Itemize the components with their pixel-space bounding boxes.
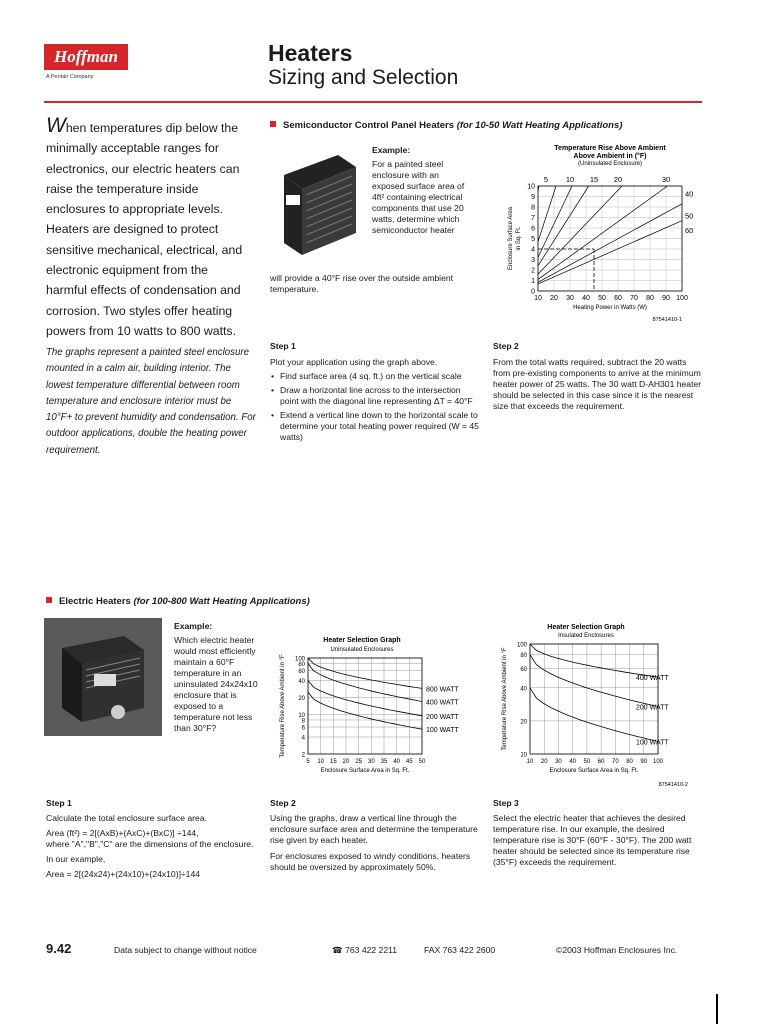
figure-id: 87541410-2 <box>658 782 688 788</box>
series-line <box>538 221 682 284</box>
series-label: 200 WATT <box>636 704 669 712</box>
y-tick-label: 20 <box>298 695 305 702</box>
x-tick-label: 10 <box>534 295 542 302</box>
series-label: 40 <box>685 189 694 199</box>
s2-step1-label: Step 1 <box>46 798 72 808</box>
x-tick-label: 35 <box>380 759 388 765</box>
x-tick-label: 60 <box>614 295 622 302</box>
x-tick-label: 100 <box>652 759 664 765</box>
y-tick-label: 4 <box>301 735 305 742</box>
x-tick-label: 90 <box>662 295 670 302</box>
chart1-title-line2: Above Ambient in (°F) <box>573 153 647 160</box>
series-label: 800 WATT <box>426 686 459 694</box>
chart-semiconductor <box>490 140 720 325</box>
y-tick-label: 10 <box>520 752 527 759</box>
example2-label: Example: <box>174 621 213 631</box>
example2-text: Which electric heater would most efficiently maintain a 60°F temperature in an uninsulated 24x24x10 enclosure that is exposed to a temperature not less than 30°F? <box>174 635 258 733</box>
y-axis-label-2: in Sq. Ft. <box>516 226 522 251</box>
series-label: 10 <box>565 175 575 184</box>
step1-label: Step 1 <box>270 341 296 351</box>
y-tick-label: 2 <box>531 267 535 275</box>
hoffman-logo: Hoffman <box>44 44 128 70</box>
text-line: where "A","B","C" are the dimensions of the enclosure. <box>46 839 254 849</box>
series-label: 100 WATT <box>426 727 459 735</box>
figure-id: 87541410-1 <box>652 317 682 323</box>
x-tick-label: 80 <box>626 759 633 765</box>
step1-bullets <box>270 371 480 443</box>
x-tick-label: 20 <box>342 759 350 765</box>
y-tick-label: 80 <box>298 661 305 668</box>
y-tick-label: 9 <box>531 194 535 201</box>
series-line <box>308 658 422 688</box>
text-line: Calculate the total enclosure surface area. <box>46 813 207 823</box>
series-label: 60 <box>685 226 694 236</box>
y-tick-label: 7 <box>531 215 535 222</box>
x-tick-label: 10 <box>317 759 325 765</box>
chart3-title: Heater Selection Graph <box>547 624 625 631</box>
x-tick-label: 15 <box>329 759 337 765</box>
y-tick-label: 40 <box>520 686 527 693</box>
x-tick-label: 5 <box>306 759 310 765</box>
drop-cap: W <box>46 114 66 137</box>
x-tick-label: 70 <box>611 759 619 765</box>
x-tick-label: 45 <box>405 759 413 765</box>
x-tick-label: 40 <box>569 759 577 765</box>
text-line: In our example, <box>46 854 106 864</box>
series-label: 200 WATT <box>426 713 459 721</box>
y-tick-label: 8 <box>531 204 535 212</box>
y-tick-label: 80 <box>520 653 527 660</box>
x-tick-label: 25 <box>355 759 363 765</box>
series-line <box>530 644 658 677</box>
header-divider <box>44 101 702 103</box>
step2-body: From the total watts required, subtract the 20 watts from pre-existing components to arrive at the minimum heater power of 25 watts. The 30 watt D-AH301 heater should be selected in this case since it is the nearest size that exceeds the requirement. <box>493 357 702 411</box>
y-tick-label: 2 <box>301 752 305 759</box>
series-line <box>538 186 589 266</box>
chart2-subtitle: Uninsulated Enclosures <box>330 647 394 653</box>
intro-paragraph: When temperatures dip below the minimally acceptable ranges for electronics, our electric heaters can raise the temperature inside enclosures to appropriate levels. Heaters are designed to protect sensitive mechanical, electrical, and electronic equipment from the harmful effects of condensation and corrosion. Two styles offer heating powers from 10 watts to 800 watts. <box>46 114 243 338</box>
x-tick-label: 30 <box>367 759 375 765</box>
y-tick-label: 6 <box>531 225 535 233</box>
series-line <box>538 186 667 279</box>
series-line <box>538 186 556 242</box>
step1-intro: Plot your application using the graph above. <box>270 357 438 367</box>
series-label: 50 <box>685 211 694 221</box>
page-title: Heaters <box>268 40 353 66</box>
s2-step3-body: Select the electric heater that achieves the desired temperature rise. In our example, the desired temperature rise is 30°F (60°F - 30°F). The 200 watt heater should be selected since its temperature rise (35°F) exceeds the requirement. <box>493 813 692 867</box>
footer-fax: FAX 763 422 2600 <box>424 945 496 955</box>
footer-phone: ☎ 763 422 2211 <box>332 945 398 955</box>
page-subtitle: Sizing and Selection <box>268 66 459 89</box>
x-tick-label: 70 <box>630 295 638 302</box>
y-tick-label: 5 <box>531 236 535 243</box>
plot-frame <box>308 658 422 754</box>
y-tick-label: 60 <box>520 666 527 673</box>
y-tick-label: 0 <box>531 288 535 296</box>
x-tick-label: 10 <box>526 759 534 765</box>
s2-step2-body <box>270 813 482 873</box>
x-tick-label: 50 <box>598 295 606 302</box>
y-axis-label: Enclosure Surface Area <box>508 206 514 271</box>
x-tick-label: 30 <box>566 295 574 302</box>
series-line <box>530 688 658 742</box>
y-tick-label: 3 <box>531 257 535 264</box>
x-tick-label: 40 <box>393 759 401 765</box>
text-line: For enclosures exposed to windy conditions, heaters should be oversized by approximately 50%. <box>270 851 471 872</box>
chart-uninsulated <box>272 632 488 780</box>
y-tick-label: 1 <box>531 278 535 285</box>
s2-step1-body <box>46 813 258 880</box>
intro-note: The graphs represent a painted steel enclosure mounted in a calm air, building interior. The lowest temperature differential between room temperature and enclosure interior must be 10°F+ to prevent humidity and condensation. For outdoor applications, double the heating power requirement. <box>46 347 256 456</box>
semiconductor-heater-photo <box>276 145 362 263</box>
x-tick-label: 20 <box>550 295 558 302</box>
list-item: • Find surface area (4 sq. ft.) on the vertical scale <box>280 371 480 382</box>
y-tick-label: 10 <box>298 713 305 720</box>
y-tick-label: 60 <box>298 669 305 676</box>
y-tick-label: 20 <box>520 719 527 726</box>
s2-step3-label: Step 3 <box>493 798 519 808</box>
footer-copyright: ©2003 Hoffman Enclosures Inc. <box>556 945 678 955</box>
step1-body <box>270 357 480 443</box>
x-tick-label: 50 <box>583 759 591 765</box>
x-tick-label: 20 <box>540 759 548 765</box>
example1-text: For a painted steel enclosure with an exposed surface area of 4ft² containing electrical components that use 20 watts, determine which semiconductor heater <box>372 159 465 235</box>
x-tick-label: 50 <box>418 759 426 765</box>
y-tick-label: 10 <box>527 183 535 191</box>
section2-heading: Electric Heaters (for 100-800 Watt Heating Applications) <box>46 596 310 607</box>
series-label: 5 <box>543 175 549 184</box>
chart3-subtitle: Insulated Enclosures <box>558 633 614 639</box>
red-square-icon <box>46 597 52 603</box>
series-line <box>308 664 422 702</box>
list-item: • Extend a vertical line down to the horizontal scale to determine your total heating power required (W = 45 watts) <box>280 410 480 443</box>
y-tick-label: 6 <box>301 725 305 732</box>
series-label: 400 WATT <box>636 675 669 683</box>
chart-insulated <box>496 618 716 790</box>
series-label: 30 <box>661 175 671 184</box>
x-tick-label: 30 <box>555 759 562 765</box>
plot-frame <box>530 644 658 754</box>
example1-label: Example: <box>372 145 411 155</box>
series-label: 100 WATT <box>636 739 669 747</box>
logo-subtitle: A Pentair Company <box>46 74 94 80</box>
chart1-title: Temperature Rise Above Ambient <box>554 145 666 152</box>
x-tick-label: 80 <box>646 295 654 302</box>
s2-step2-label: Step 2 <box>270 798 296 808</box>
x-axis-label: Heating Power in Watts (W) <box>573 305 647 311</box>
series-line <box>538 204 682 282</box>
chart2-title: Heater Selection Graph <box>323 637 401 644</box>
series-label: 400 WATT <box>426 699 459 707</box>
text-line: Area (ft²) = 2[(AxB)+(AxC)+(BxC)] ÷144, <box>46 828 199 838</box>
page-edge-bar <box>716 994 718 1024</box>
page-number: 9.42 <box>46 941 72 956</box>
x-tick-label: 90 <box>640 759 648 765</box>
y-tick-label: 4 <box>531 246 535 254</box>
series-label: 20 <box>613 175 623 184</box>
text-line: Using the graphs, draw a vertical line through the enclosure surface area and determine the temperature rise given by each heater. <box>270 813 478 845</box>
y-axis-label: Temperature Rise Above Ambient in °F <box>502 647 508 751</box>
x-axis-label: Enclosure Surface Area in Sq. Ft. <box>320 768 410 774</box>
list-item: • Draw a horizontal line across to the intersection point with the diagonal line representing ΔT = 40°F <box>280 385 480 407</box>
y-tick-label: 40 <box>298 678 305 685</box>
x-tick-label: 100 <box>676 295 688 302</box>
electric-heater-photo <box>44 618 162 736</box>
y-axis-label: Temperature Rise Above Ambient in °F <box>280 654 286 758</box>
section1-heading: Semiconductor Control Panel Heaters (for 10-50 Watt Heating Applications) <box>270 120 622 131</box>
x-tick-label: 40 <box>582 295 590 302</box>
chart1-subtitle: (Uninsulated Enclosure) <box>577 161 643 167</box>
y-tick-label: 100 <box>516 642 527 649</box>
x-axis-label: Enclosure Surface Area in Sq. Ft. <box>549 768 639 774</box>
red-square-icon <box>270 121 276 127</box>
series-label: 15 <box>589 175 599 184</box>
y-tick-label: 100 <box>294 656 305 663</box>
text-line: Area = 2[(24x24)+(24x10)+(24x10)]÷144 <box>46 869 201 879</box>
x-tick-label: 60 <box>597 759 605 765</box>
example1-text-cont: will provide a 40°F rise over the outside ambient temperature. <box>270 273 454 294</box>
y-tick-label: 8 <box>301 718 305 725</box>
footer-notice: Data subject to change without notice <box>114 945 257 955</box>
step2-label: Step 2 <box>493 341 519 351</box>
